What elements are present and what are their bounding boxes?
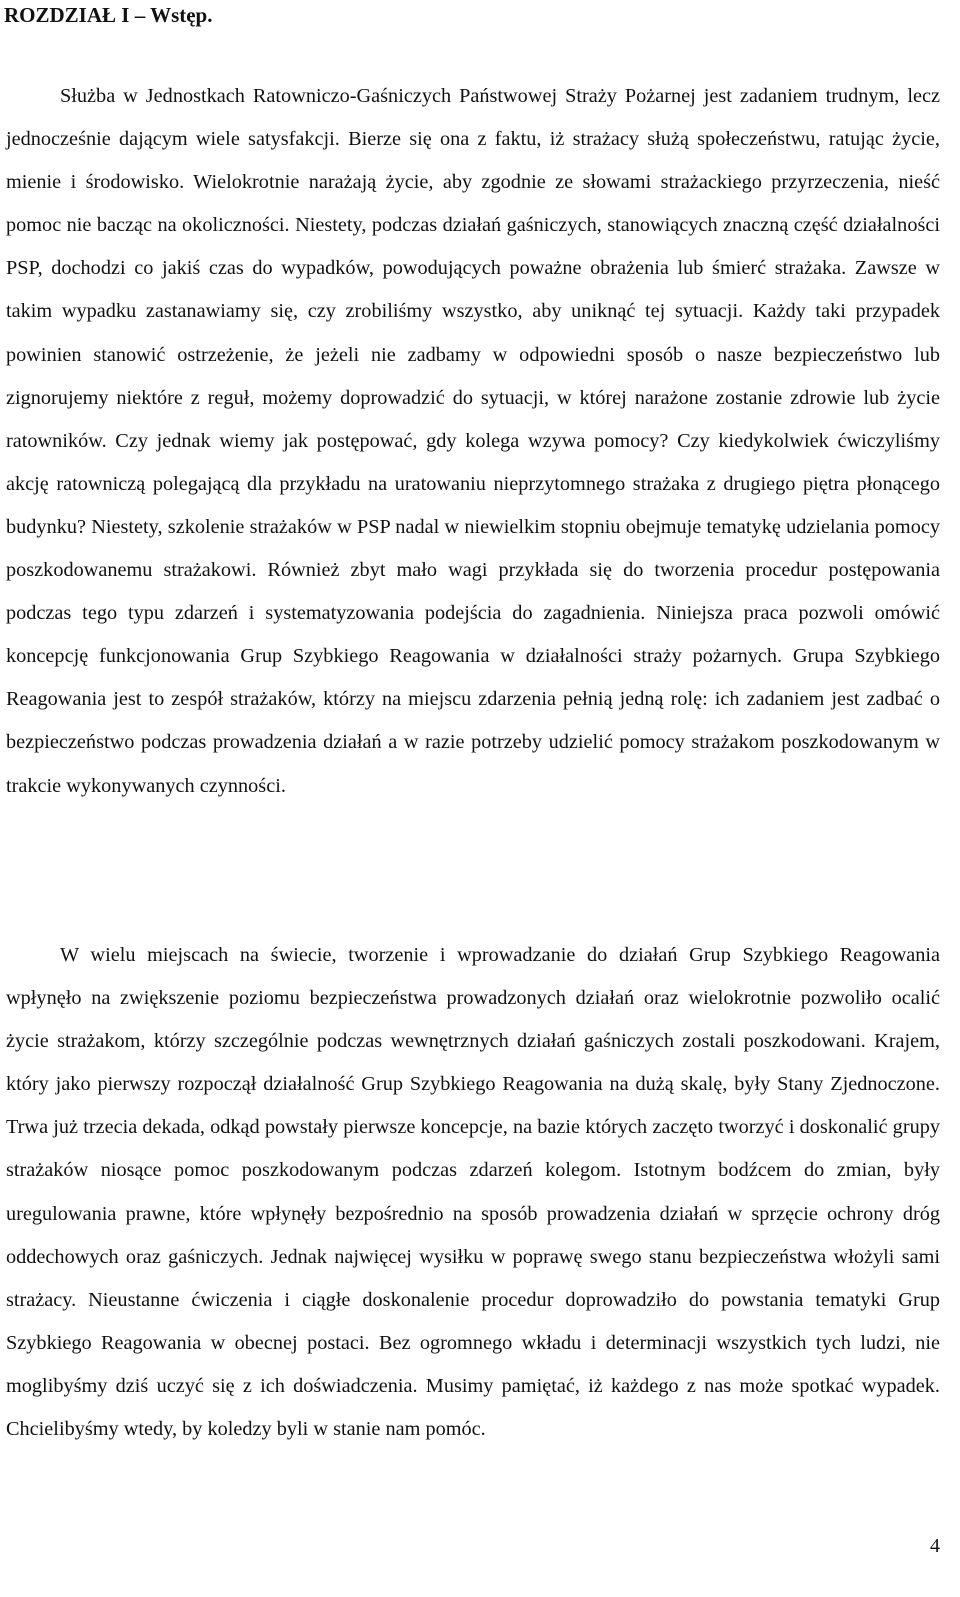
chapter-heading: ROZDZIAŁ I – Wstęp. [4,3,213,27]
paragraph-history: W wielu miejscach na świecie, tworzenie i wprowadzanie do działań Grup Szybkiego Reagowania wpłynęło na zwiększenie poziomu bezpieczeństwa prowadzonych działań oraz wielokrotnie pozwoliło ocalić życie strażakom, którzy szczególnie podczas wewnętrznych działań gaśniczych zostali poszkodowani. Krajem, który jako pierwszy rozpoczął działalność Grup Szybkiego Reagowania na dużą skalę, były Stany Zjednoczone. Trwa już trzecia dekada, odkąd powstały pierwsze koncepcje, na bazie których zaczęto tworzyć i doskonalić grupy strażaków niosące pomoc poszkodowanym podczas zdarzeń kolegom. Istotnym bodźcem do zmian, były uregulowania prawne, które wpłynęły bezpośrednio na sposób prowadzenia działań w sprzęcie ochrony dróg oddechowych oraz gaśniczych. Jednak najwięcej wysiłku w poprawę swego stanu bezpieczeństwa włożyli sami strażacy. Nieustanne ćwiczenia i ciągłe doskonalenie procedur doprowadziło do powstania tematyki Grup Szybkiego Reagowania w obecnej postaci. Bez ogromnego wkładu i determinacji wszystkich tych ludzi, nie moglibyśmy dziś uczyć się z ich doświadczenia. Musimy pamiętać, iż każdego z nas może spotkać wypadek. Chcielibyśmy wtedy, by koledzy byli w stanie nam pomóc. [6,944,940,1441]
page-number: 4 [930,1535,940,1557]
paragraph-intro: Służba w Jednostkach Ratowniczo-Gaśniczych Państwowej Straży Pożarnej jest zadaniem trudnym, lecz jednocześnie dającym wiele satysfakcji. Bierze się ona z faktu, iż strażacy służą społeczeństwu, ratując życie, mienie i środowisko. Wielokrotnie narażają życie, aby zgodnie ze słowami strażackiego przyrzeczenia, nieść pomoc nie bacząc na okoliczności. Niestety, podczas działań gaśniczych, stanowiących znaczną część działalności PSP, dochodzi co jakiś czas do wypadków, powodujących poważne obrażenia lub śmierć strażaka. Zawsze w takim wypadku zastanawiamy się, czy zrobiliśmy wszystko, aby uniknąć tej sytuacji. Każdy taki przypadek powinien stanowić ostrzeżenie, że jeżeli nie zadbamy w odpowiedni sposób o nasze bezpieczeństwo lub zignorujemy niektóre z reguł, możemy doprowadzić do sytuacji, w której narażone zostanie zdrowie lub życie ratowników. Czy jednak wiemy jak postępować, gdy kolega wzywa pomocy? Czy kiedykolwiek ćwiczyliśmy akcję ratowniczą polegającą dla przykładu na uratowaniu nieprzytomnego strażaka z drugiego piętra płonącego budynku? Niestety, szkolenie strażaków w PSP nadal w niewielkim stopniu obejmuje tematykę udzielania pomocy poszkodowanemu strażakowi. Również zbyt mało wagi przykłada się do tworzenia procedur postępowania podczas tego typu zdarzeń i systematyzowania podejścia do zagadnienia. Niniejsza praca pozwoli omówić koncepcję funkcjonowania Grup Szybkiego Reagowania w działalności straży pożarnych. Grupa Szybkiego Reagowania jest to zespół strażaków, którzy na miejscu zdarzenia pełnią jedną rolę: ich zadaniem jest zadbać o bezpieczeństwo podczas prowadzenia działań a w razie potrzeby udzielić pomocy strażakom poszkodowanym w trakcie wykonywanych czynności. [6,85,940,797]
